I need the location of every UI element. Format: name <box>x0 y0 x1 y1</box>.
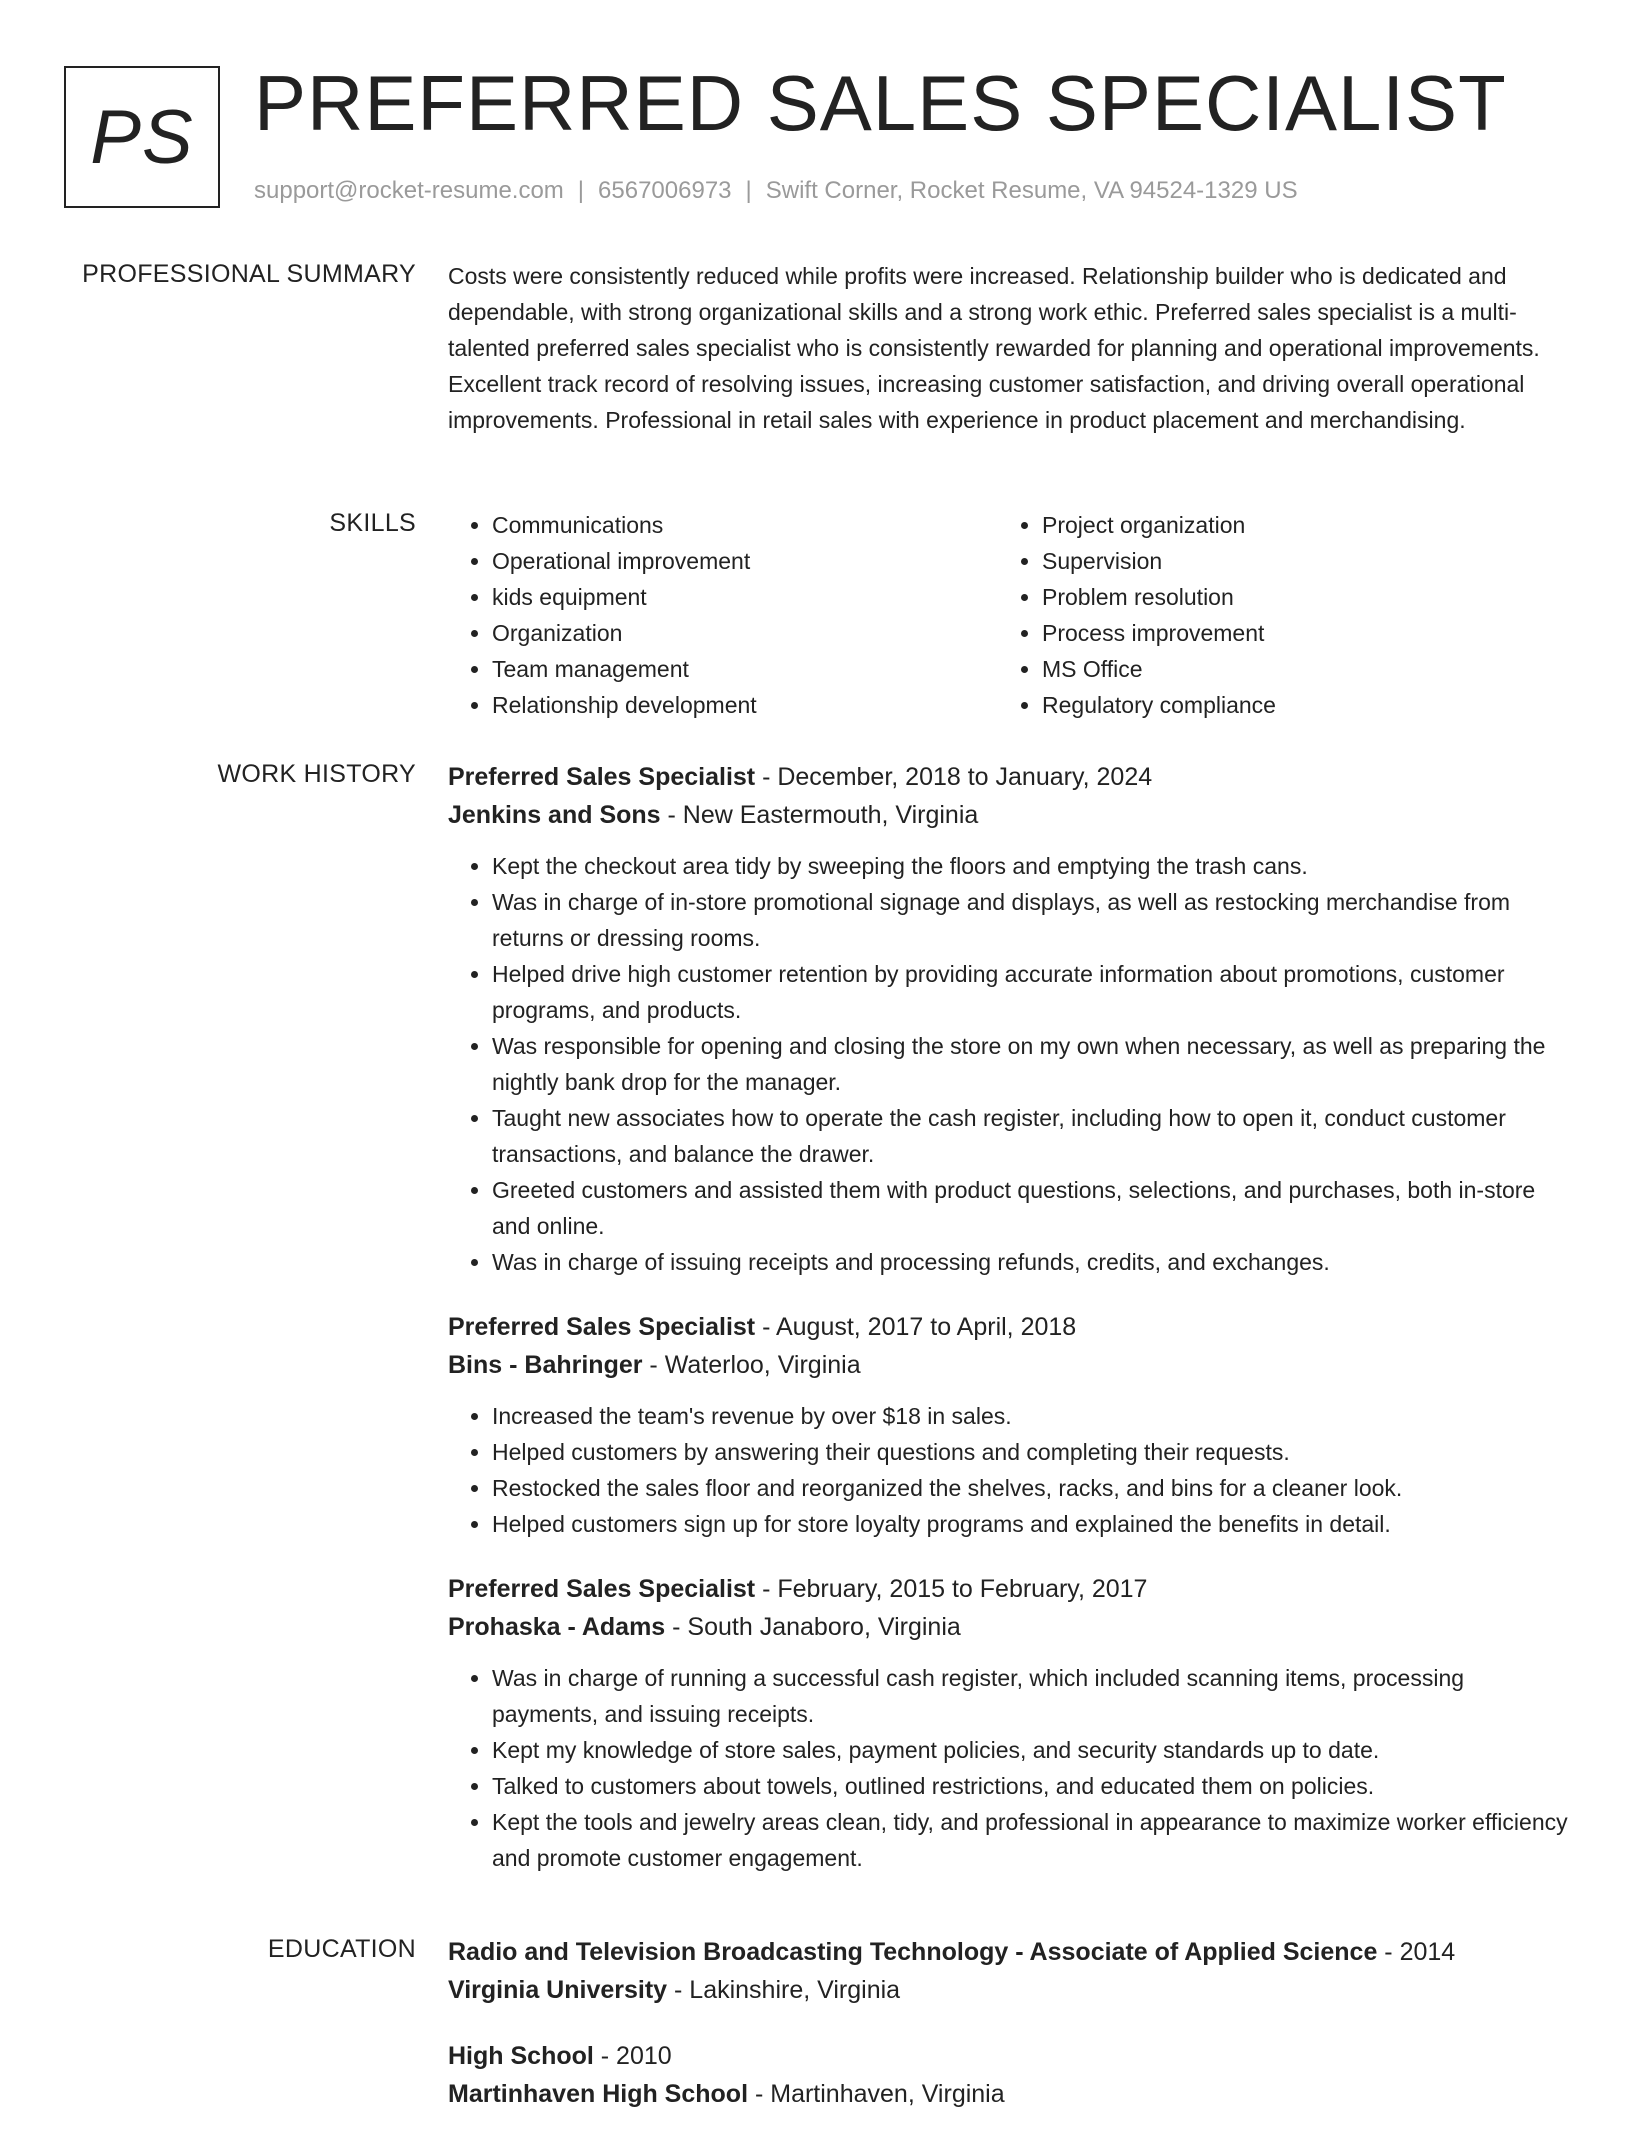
skill-item: • Project organization <box>1042 507 1548 543</box>
education-degree: Radio and Television Broadcasting Technology - Associate of Applied Science <box>448 1938 1378 1966</box>
contact-separator: | <box>577 177 585 204</box>
job-bullet: • Taught new associates how to operate the cash register, including how to open it, conduct customer transactions, and balance the drawer. <box>492 1100 1568 1172</box>
education-entry <box>448 1933 1568 2009</box>
skill-item: • Communications <box>492 507 998 543</box>
job-entry <box>448 758 1568 1280</box>
job-dates: - December, 2018 to January, 2024 <box>755 763 1153 791</box>
job-company-line <box>448 1608 1568 1646</box>
job-entry <box>448 1308 1568 1542</box>
section-label-education: EDUCATION <box>267 1935 416 1963</box>
job-bullet: • Helped customers sign up for store loyalty programs and explained the benefits in detail. <box>492 1506 1568 1542</box>
job-location: - New Eastermouth, Virginia <box>660 801 979 829</box>
job-company: Bins - Bahringer <box>448 1351 643 1379</box>
skill-item: • Supervision <box>1042 543 1548 579</box>
section-label-work: WORK HISTORY <box>217 760 416 788</box>
summary-body <box>448 258 1568 438</box>
skills-list-right <box>998 507 1548 723</box>
monogram-box <box>64 66 220 208</box>
skill-item: • kids equipment <box>492 579 998 615</box>
skill-item: • Relationship development <box>492 687 998 723</box>
job-bullet: • Kept the tools and jewelry areas clean, tidy, and professional in appearance to maximize worker efficiency and promote customer engagement. <box>492 1804 1568 1876</box>
job-location: - Waterloo, Virginia <box>642 1351 861 1379</box>
skill-item: • Operational improvement <box>492 543 998 579</box>
job-bullet: • Greeted customers and assisted them with product questions, selections, and purchases, both in-store and online. <box>492 1172 1568 1244</box>
job-company-line <box>448 796 1568 834</box>
job-title: Preferred Sales Specialist <box>448 763 756 791</box>
section-label-skills: SKILLS <box>329 509 416 537</box>
job-title-line <box>448 1570 1568 1608</box>
job-title: Preferred Sales Specialist <box>448 1313 756 1341</box>
job-bullet: • Was in charge of issuing receipts and processing refunds, credits, and exchanges. <box>492 1244 1568 1280</box>
skill-item: • Problem resolution <box>1042 579 1548 615</box>
education-school: Virginia University <box>448 1976 668 2004</box>
education-school-line <box>448 2075 1568 2113</box>
job-entry <box>448 1570 1568 1876</box>
education-body <box>448 1933 1568 2141</box>
education-school-line <box>448 1971 1568 2009</box>
job-bullet: • Was in charge of in-store promotional signage and displays, as well as restocking merchandise from returns or dressing rooms. <box>492 884 1568 956</box>
education-degree: High School <box>448 2042 594 2070</box>
job-bullet: • Helped drive high customer retention by providing accurate information about promotions, customer programs, and products. <box>492 956 1568 1028</box>
job-dates: - August, 2017 to April, 2018 <box>755 1313 1077 1341</box>
skill-item: • Regulatory compliance <box>1042 687 1548 723</box>
education-location: - Martinhaven, Virginia <box>748 2080 1005 2108</box>
skills-body <box>448 507 1568 723</box>
education-degree-line <box>448 2037 1568 2075</box>
job-bullets <box>448 1398 1568 1542</box>
contact-email[interactable]: support@rocket-resume.com <box>254 177 564 204</box>
job-bullet: • Restocked the sales floor and reorganized the shelves, racks, and bins for a cleaner look. <box>492 1470 1568 1506</box>
skill-item: • Organization <box>492 615 998 651</box>
skill-item: • MS Office <box>1042 651 1548 687</box>
contact-line <box>254 176 1298 206</box>
education-year: - 2014 <box>1377 1938 1456 1966</box>
job-company: Prohaska - Adams <box>448 1613 666 1641</box>
skills-list-left <box>448 507 998 723</box>
job-bullets <box>448 1660 1568 1876</box>
job-bullet: • Increased the team's revenue by over $18 in sales. <box>492 1398 1568 1434</box>
education-degree-line <box>448 1933 1568 1971</box>
skill-item: • Team management <box>492 651 998 687</box>
education-entry <box>448 2037 1568 2113</box>
job-bullet: • Kept the checkout area tidy by sweeping the floors and emptying the trash cans. <box>492 848 1568 884</box>
skill-item: • Process improvement <box>1042 615 1548 651</box>
monogram-initials: PS <box>90 94 194 180</box>
section-label-summary: PROFESSIONAL SUMMARY <box>82 260 416 288</box>
education-location: - Lakinshire, Virginia <box>667 1976 901 2004</box>
job-bullet: • Was responsible for opening and closing the store on my own when necessary, as well as preparing the nightly bank drop for the manager. <box>492 1028 1568 1100</box>
job-bullet: • Talked to customers about towels, outlined restrictions, and educated them on policies. <box>492 1768 1568 1804</box>
contact-address: Swift Corner, Rocket Resume, VA 94524-1329 US <box>765 177 1298 204</box>
job-title-line <box>448 758 1568 796</box>
job-bullet: • Was in charge of running a successful cash register, which included scanning items, processing payments, and issuing receipts. <box>492 1660 1568 1732</box>
job-dates: - February, 2015 to February, 2017 <box>755 1575 1148 1603</box>
job-bullet: • Helped customers by answering their questions and completing their requests. <box>492 1434 1568 1470</box>
education-school: Martinhaven High School <box>448 2080 749 2108</box>
work-history-body <box>448 758 1568 1904</box>
contact-phone[interactable]: 6567006973 <box>598 177 732 204</box>
contact-separator: | <box>745 177 752 204</box>
job-company-line <box>448 1346 1568 1384</box>
job-company: Jenkins and Sons <box>448 801 661 829</box>
summary-text: Costs were consistently reduced while profits were increased. Relationship builder who is dedicated and dependable, with strong organizational skills and a strong work ethic. Preferred sales specialist is a multi-talented preferred sales specialist who is consistently rewarded for planning and operational improvements. Excellent track record of resolving issues, increasing customer satisfaction, and driving overall operational improvements. Professional in retail sales with experience in product placement and merchandising. <box>448 263 1540 433</box>
job-title: Preferred Sales Specialist <box>448 1575 756 1603</box>
page-title: PREFERRED SALES SPECIALIST <box>254 59 1507 147</box>
job-bullets <box>448 848 1568 1280</box>
job-bullet: • Kept my knowledge of store sales, payment policies, and security standards up to date. <box>492 1732 1568 1768</box>
job-title-line <box>448 1308 1568 1346</box>
education-year: - 2010 <box>593 2042 672 2070</box>
job-location: - South Janaboro, Virginia <box>665 1613 961 1641</box>
